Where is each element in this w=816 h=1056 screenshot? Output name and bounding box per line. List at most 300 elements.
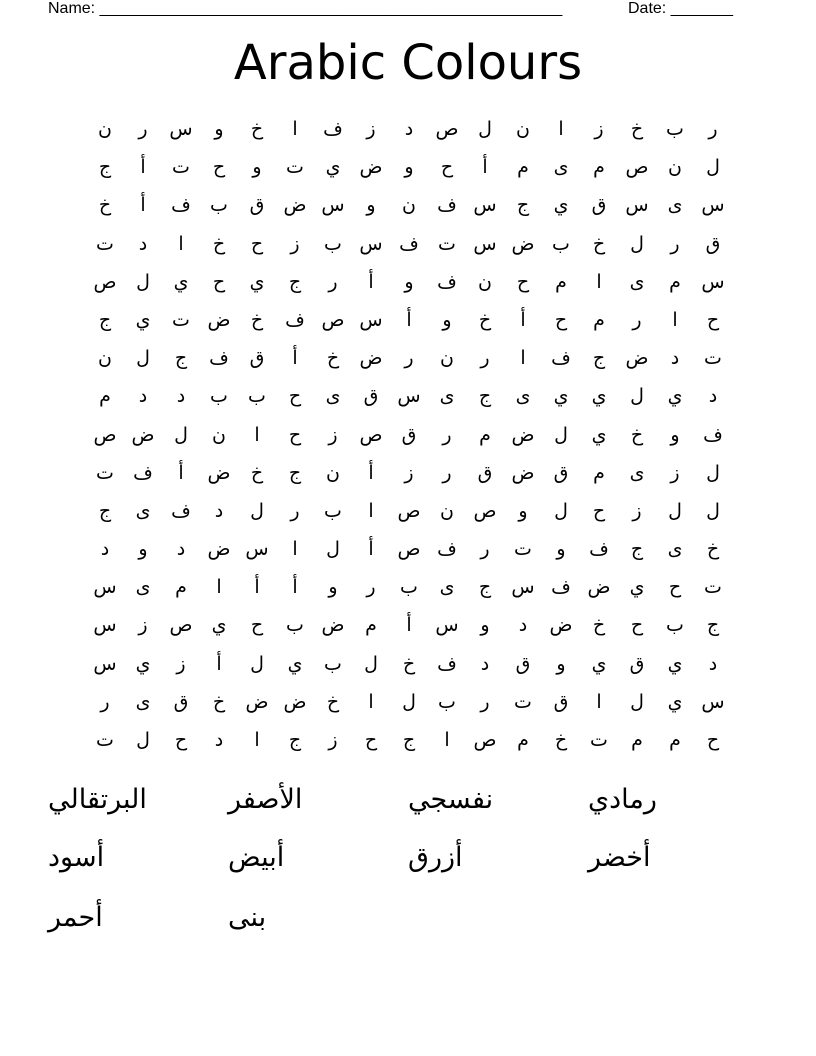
grid-letter: م bbox=[593, 461, 605, 484]
grid-letter: ن bbox=[212, 423, 226, 446]
grid-letter: ت bbox=[514, 538, 532, 561]
grid-letter: ي bbox=[629, 576, 645, 599]
grid-letter: ل bbox=[326, 538, 340, 561]
grid-letter: ر bbox=[480, 538, 490, 561]
grid-letter: د bbox=[404, 118, 414, 140]
grid-letter: ص bbox=[397, 538, 421, 561]
grid-letter: ض bbox=[511, 232, 535, 255]
grid-letter: ا bbox=[216, 576, 222, 599]
grid-letter: ى bbox=[629, 461, 645, 484]
grid-letter: ص bbox=[359, 423, 383, 446]
grid-letter: د bbox=[708, 652, 718, 675]
grid-row bbox=[86, 152, 732, 190]
grid-letter: ز bbox=[328, 423, 338, 446]
grid-letter: ض bbox=[587, 576, 611, 599]
grid-letter: ف bbox=[437, 538, 457, 561]
grid-letter: د bbox=[138, 232, 148, 255]
grid-letter: م bbox=[99, 385, 111, 408]
word-bank-item: البرتقالي bbox=[48, 784, 147, 815]
grid-letter: ي bbox=[211, 614, 227, 637]
grid-letter: س bbox=[93, 652, 117, 675]
grid-letter: ص bbox=[93, 423, 117, 446]
grid-letter: ى bbox=[515, 385, 531, 408]
grid-letter: ت bbox=[704, 347, 722, 370]
grid-letter: ف bbox=[551, 347, 571, 370]
grid-letter: ا bbox=[520, 347, 526, 370]
grid-letter: أ bbox=[140, 194, 146, 217]
grid-letter: ح bbox=[440, 156, 454, 179]
grid-letter: د bbox=[100, 538, 110, 561]
grid-letter: خ bbox=[592, 232, 606, 255]
grid-letter: ج bbox=[402, 729, 416, 751]
grid-letter: ي bbox=[287, 652, 303, 675]
name-field-label: Name: ____________________________________________________ bbox=[48, 0, 563, 17]
grid-letter: ز bbox=[138, 614, 148, 637]
grid-letter: ح bbox=[706, 308, 720, 331]
grid-letter: ح bbox=[516, 270, 530, 293]
word-bank-item: رمادي bbox=[588, 784, 657, 815]
grid-letter: ل bbox=[554, 423, 568, 446]
grid-letter: ر bbox=[442, 423, 452, 446]
grid-letter: ص bbox=[397, 499, 421, 522]
word-bank-item: أسود bbox=[48, 842, 105, 873]
grid-letter: ت bbox=[96, 232, 114, 255]
grid-letter: د bbox=[176, 385, 186, 408]
grid-letter: و bbox=[404, 270, 414, 293]
grid-letter: خ bbox=[592, 614, 606, 637]
grid-letter: و bbox=[518, 499, 528, 522]
grid-letter: ر bbox=[290, 499, 300, 522]
grid-letter: ض bbox=[283, 690, 307, 713]
grid-row bbox=[86, 420, 732, 458]
grid-letter: ر bbox=[404, 347, 414, 370]
grid-letter: م bbox=[555, 270, 567, 293]
grid-letter: ب bbox=[552, 232, 570, 255]
grid-letter: ج bbox=[288, 729, 302, 751]
grid-letter: ح bbox=[706, 729, 720, 751]
grid-letter: ي bbox=[135, 652, 151, 675]
grid-letter: أ bbox=[140, 156, 146, 179]
grid-letter: أ bbox=[292, 576, 298, 599]
grid-letter: ى bbox=[135, 499, 151, 522]
grid-letter: ض bbox=[207, 461, 231, 484]
grid-letter: أ bbox=[292, 347, 298, 370]
grid-letter: س bbox=[701, 690, 725, 713]
grid-letter: أ bbox=[406, 308, 412, 331]
word-bank-item: الأصفر bbox=[228, 784, 303, 815]
grid-letter: ص bbox=[473, 499, 497, 522]
grid-letter: و bbox=[404, 156, 414, 179]
grid-letter: ي bbox=[667, 652, 683, 675]
grid-letter: ز bbox=[594, 118, 604, 140]
grid-letter: ص bbox=[625, 156, 649, 179]
grid-letter: ي bbox=[553, 385, 569, 408]
grid-letter: ا bbox=[292, 538, 298, 561]
grid-letter: ص bbox=[321, 308, 345, 331]
grid-letter: ف bbox=[323, 118, 343, 140]
grid-letter: ض bbox=[207, 538, 231, 561]
grid-letter: س bbox=[435, 614, 459, 637]
date-field-label: Date: _______ bbox=[628, 0, 733, 17]
grid-letter: ل bbox=[364, 652, 378, 675]
grid-letter: ز bbox=[290, 232, 300, 255]
grid-letter: ف bbox=[285, 308, 305, 331]
grid-letter: م bbox=[517, 156, 529, 179]
grid-letter: م bbox=[669, 270, 681, 293]
grid-letter: ا bbox=[596, 270, 602, 293]
grid-letter: ل bbox=[402, 690, 416, 713]
grid-letter: ت bbox=[172, 308, 190, 331]
grid-letter: و bbox=[556, 652, 566, 675]
grid-letter: ز bbox=[328, 729, 338, 751]
grid-letter: ص bbox=[435, 118, 459, 140]
grid-letter: ي bbox=[553, 194, 569, 217]
grid-letter: س bbox=[701, 270, 725, 293]
grid-letter: و bbox=[670, 423, 680, 446]
grid-letter: ز bbox=[670, 461, 680, 484]
grid-letter: ل bbox=[250, 499, 264, 522]
grid-letter: ن bbox=[402, 194, 416, 217]
grid-row bbox=[86, 305, 732, 343]
grid-letter: ا bbox=[368, 499, 374, 522]
grid-letter: س bbox=[397, 385, 421, 408]
grid-row bbox=[86, 229, 732, 267]
grid-letter: ى bbox=[439, 576, 455, 599]
grid-letter: ض bbox=[131, 423, 155, 446]
grid-letter: ل bbox=[250, 652, 264, 675]
grid-letter: ز bbox=[404, 461, 414, 484]
grid-letter: م bbox=[669, 729, 681, 751]
grid-letter: ا bbox=[292, 118, 298, 140]
grid-letter: س bbox=[93, 614, 117, 637]
grid-letter: ص bbox=[93, 270, 117, 293]
grid-letter: ا bbox=[254, 729, 260, 751]
grid-letter: ج bbox=[630, 538, 644, 561]
grid-letter: ح bbox=[554, 308, 568, 331]
grid-letter: م bbox=[175, 576, 187, 599]
grid-letter: ف bbox=[589, 538, 609, 561]
grid-row bbox=[86, 649, 732, 687]
grid-letter: ب bbox=[286, 614, 304, 637]
grid-letter: ف bbox=[437, 194, 457, 217]
grid-letter: ق bbox=[249, 347, 265, 370]
grid-letter: ض bbox=[359, 347, 383, 370]
grid-letter: ض bbox=[207, 308, 231, 331]
grid-letter: س bbox=[321, 194, 345, 217]
grid-letter: ن bbox=[98, 118, 112, 140]
grid-letter: ض bbox=[283, 194, 307, 217]
grid-letter: ر bbox=[366, 576, 376, 599]
grid-letter: ل bbox=[706, 499, 720, 522]
grid-letter: أ bbox=[178, 461, 184, 484]
grid-letter: ن bbox=[478, 270, 492, 293]
grid-letter: خ bbox=[98, 194, 112, 217]
grid-letter: ج bbox=[288, 461, 302, 484]
grid-letter: ض bbox=[321, 614, 345, 637]
grid-letter: ب bbox=[324, 499, 342, 522]
grid-letter: ل bbox=[478, 118, 492, 140]
word-bank-item: أبيض bbox=[228, 842, 285, 873]
grid-letter: ح bbox=[288, 423, 302, 446]
letter-grid bbox=[86, 114, 732, 763]
word-bank-item: أحمر bbox=[48, 902, 103, 933]
grid-letter: ل bbox=[668, 499, 682, 522]
grid-letter: ف bbox=[133, 461, 153, 484]
page-title: Arabic Colours bbox=[233, 35, 583, 91]
grid-letter: ب bbox=[210, 385, 228, 408]
grid-letter: ز bbox=[176, 652, 186, 675]
grid-letter: و bbox=[480, 614, 490, 637]
grid-letter: ق bbox=[553, 461, 569, 484]
grid-letter: م bbox=[479, 423, 491, 446]
grid-row bbox=[86, 458, 732, 496]
grid-letter: ج bbox=[592, 347, 606, 370]
grid-letter: ا bbox=[444, 729, 450, 751]
grid-letter: ل bbox=[136, 347, 150, 370]
grid-letter: خ bbox=[250, 308, 264, 331]
grid-letter: ب bbox=[666, 614, 684, 637]
grid-letter: ر bbox=[670, 232, 680, 255]
grid-letter: ض bbox=[359, 156, 383, 179]
grid-letter: ق bbox=[249, 194, 265, 217]
grid-letter: ي bbox=[135, 308, 151, 331]
grid-letter: د bbox=[176, 538, 186, 561]
grid-letter: ب bbox=[324, 232, 342, 255]
word-bank-item: نفسجي bbox=[408, 784, 494, 815]
grid-letter: ر bbox=[708, 118, 718, 140]
grid-letter: أ bbox=[368, 538, 374, 561]
grid-letter: ج bbox=[98, 308, 112, 331]
grid-row bbox=[86, 343, 732, 381]
grid-letter: د bbox=[518, 614, 528, 637]
grid-letter: ف bbox=[399, 232, 419, 255]
grid-row bbox=[86, 725, 732, 763]
grid-row bbox=[86, 267, 732, 305]
grid-letter: خ bbox=[326, 690, 340, 713]
grid-letter: ل bbox=[136, 270, 150, 293]
grid-letter: خ bbox=[630, 423, 644, 446]
grid-letter: ل bbox=[554, 499, 568, 522]
grid-letter: خ bbox=[250, 461, 264, 484]
grid-letter: د bbox=[214, 499, 224, 522]
grid-letter: خ bbox=[402, 652, 416, 675]
grid-letter: ن bbox=[98, 347, 112, 370]
grid-letter: خ bbox=[212, 232, 226, 255]
grid-letter: ح bbox=[212, 270, 226, 293]
grid-letter: ص bbox=[169, 614, 193, 637]
grid-letter: ز bbox=[366, 118, 376, 140]
grid-letter: خ bbox=[250, 118, 264, 140]
grid-letter: ح bbox=[364, 729, 378, 751]
grid-letter: ي bbox=[591, 652, 607, 675]
grid-letter: م bbox=[593, 156, 605, 179]
grid-letter: ل bbox=[630, 690, 644, 713]
grid-letter: ى bbox=[325, 385, 341, 408]
grid-letter: ق bbox=[705, 232, 721, 255]
grid-letter: ح bbox=[668, 576, 682, 599]
grid-letter: س bbox=[93, 576, 117, 599]
grid-letter: أ bbox=[368, 461, 374, 484]
grid-letter: ت bbox=[704, 576, 722, 599]
grid-letter: د bbox=[480, 652, 490, 675]
grid-row bbox=[86, 381, 732, 419]
grid-letter: ي bbox=[591, 423, 607, 446]
grid-letter: ف bbox=[437, 270, 457, 293]
grid-letter: ب bbox=[324, 652, 342, 675]
grid-letter: د bbox=[670, 347, 680, 370]
grid-letter: ي bbox=[173, 270, 189, 293]
grid-letter: ل bbox=[706, 461, 720, 484]
grid-letter: ز bbox=[632, 499, 642, 522]
grid-letter: ق bbox=[591, 194, 607, 217]
grid-letter: ن bbox=[440, 499, 454, 522]
grid-letter: ت bbox=[96, 461, 114, 484]
grid-letter: ر bbox=[480, 690, 490, 713]
grid-letter: ق bbox=[553, 690, 569, 713]
grid-letter: ض bbox=[245, 690, 269, 713]
grid-letter: ل bbox=[136, 729, 150, 751]
grid-letter: خ bbox=[554, 729, 568, 751]
grid-letter: ت bbox=[514, 690, 532, 713]
grid-letter: د bbox=[708, 385, 718, 408]
grid-letter: ق bbox=[173, 690, 189, 713]
grid-letter: ى bbox=[553, 156, 569, 179]
grid-letter: د bbox=[138, 385, 148, 408]
grid-letter: و bbox=[442, 308, 452, 331]
grid-letter: ص bbox=[473, 729, 497, 751]
grid-letter: ي bbox=[249, 270, 265, 293]
grid-letter: ض bbox=[511, 461, 535, 484]
grid-letter: ر bbox=[328, 270, 338, 293]
grid-letter: ت bbox=[96, 729, 114, 751]
grid-letter: ح bbox=[630, 614, 644, 637]
grid-row bbox=[86, 534, 732, 572]
grid-letter: ب bbox=[210, 194, 228, 217]
grid-letter: س bbox=[245, 538, 269, 561]
grid-letter: ف bbox=[171, 194, 191, 217]
grid-letter: ف bbox=[703, 423, 723, 446]
grid-letter: ح bbox=[250, 614, 264, 637]
grid-letter: و bbox=[366, 194, 376, 217]
grid-letter: ق bbox=[477, 461, 493, 484]
grid-letter: ف bbox=[437, 652, 457, 675]
word-bank-item: أزرق bbox=[408, 842, 463, 873]
grid-letter: س bbox=[473, 194, 497, 217]
grid-letter: ن bbox=[440, 347, 454, 370]
grid-letter: أ bbox=[482, 156, 488, 179]
grid-letter: ج bbox=[98, 499, 112, 522]
grid-letter: و bbox=[328, 576, 338, 599]
grid-letter: ف bbox=[171, 499, 191, 522]
grid-letter: و bbox=[252, 156, 262, 179]
grid-letter: ى bbox=[135, 690, 151, 713]
grid-letter: ل bbox=[630, 232, 644, 255]
grid-letter: ق bbox=[629, 652, 645, 675]
grid-letter: و bbox=[214, 118, 224, 140]
grid-letter: ح bbox=[592, 499, 606, 522]
grid-letter: د bbox=[214, 729, 224, 751]
grid-letter: س bbox=[625, 194, 649, 217]
grid-row bbox=[86, 496, 732, 534]
grid-letter: ت bbox=[172, 156, 190, 179]
grid-letter: ف bbox=[209, 347, 229, 370]
grid-letter: س bbox=[701, 194, 725, 217]
grid-letter: ن bbox=[326, 461, 340, 484]
grid-letter: ى bbox=[629, 270, 645, 293]
grid-letter: س bbox=[169, 118, 193, 140]
grid-letter: ق bbox=[363, 385, 379, 408]
grid-letter: س bbox=[473, 232, 497, 255]
grid-letter: ب bbox=[666, 118, 684, 140]
grid-row bbox=[86, 572, 732, 610]
grid-letter: ا bbox=[178, 232, 184, 255]
grid-letter: ر bbox=[480, 347, 490, 370]
grid-letter: ح bbox=[250, 232, 264, 255]
grid-letter: خ bbox=[478, 308, 492, 331]
grid-letter: ل bbox=[630, 385, 644, 408]
grid-letter: ر bbox=[138, 118, 148, 140]
grid-letter: ج bbox=[516, 194, 530, 217]
grid-row bbox=[86, 610, 732, 648]
grid-letter: ل bbox=[174, 423, 188, 446]
grid-letter: ج bbox=[706, 614, 720, 637]
grid-letter: ف bbox=[551, 576, 571, 599]
grid-letter: ى bbox=[667, 538, 683, 561]
grid-letter: ي bbox=[667, 690, 683, 713]
grid-letter: ت bbox=[438, 232, 456, 255]
grid-letter: ي bbox=[591, 385, 607, 408]
grid-letter: ج bbox=[174, 347, 188, 370]
grid-letter: ض bbox=[511, 423, 535, 446]
grid-letter: و bbox=[138, 538, 148, 561]
grid-letter: ي bbox=[667, 385, 683, 408]
grid-letter: ض bbox=[549, 614, 573, 637]
grid-letter: ت bbox=[286, 156, 304, 179]
grid-letter: م bbox=[365, 614, 377, 637]
grid-row bbox=[86, 687, 732, 725]
grid-letter: ى bbox=[667, 194, 683, 217]
grid-letter: ا bbox=[558, 118, 564, 140]
grid-letter: أ bbox=[368, 270, 374, 293]
grid-letter: أ bbox=[406, 614, 412, 637]
grid-letter: ب bbox=[438, 690, 456, 713]
header-line bbox=[48, 0, 748, 20]
grid-letter: أ bbox=[216, 652, 222, 675]
grid-letter: ن bbox=[668, 156, 682, 179]
grid-row bbox=[86, 114, 732, 152]
word-bank-item: بنى bbox=[228, 902, 267, 933]
grid-letter: ا bbox=[672, 308, 678, 331]
grid-letter: و bbox=[556, 538, 566, 561]
grid-letter: س bbox=[359, 232, 383, 255]
grid-letter: ج bbox=[478, 385, 492, 408]
grid-letter: ح bbox=[288, 385, 302, 408]
grid-letter: ر bbox=[100, 690, 110, 713]
grid-letter: ي bbox=[325, 156, 341, 179]
grid-letter: ر bbox=[442, 461, 452, 484]
grid-letter: ح bbox=[174, 729, 188, 751]
grid-letter: خ bbox=[706, 538, 720, 561]
grid-letter: م bbox=[631, 729, 643, 751]
grid-letter: ج bbox=[478, 576, 492, 599]
grid-letter: ق bbox=[401, 423, 417, 446]
grid-letter: ج bbox=[288, 270, 302, 293]
grid-letter: ت bbox=[590, 729, 608, 751]
grid-letter: خ bbox=[212, 690, 226, 713]
grid-letter: ا bbox=[254, 423, 260, 446]
grid-letter: س bbox=[511, 576, 535, 599]
grid-letter: ر bbox=[632, 308, 642, 331]
